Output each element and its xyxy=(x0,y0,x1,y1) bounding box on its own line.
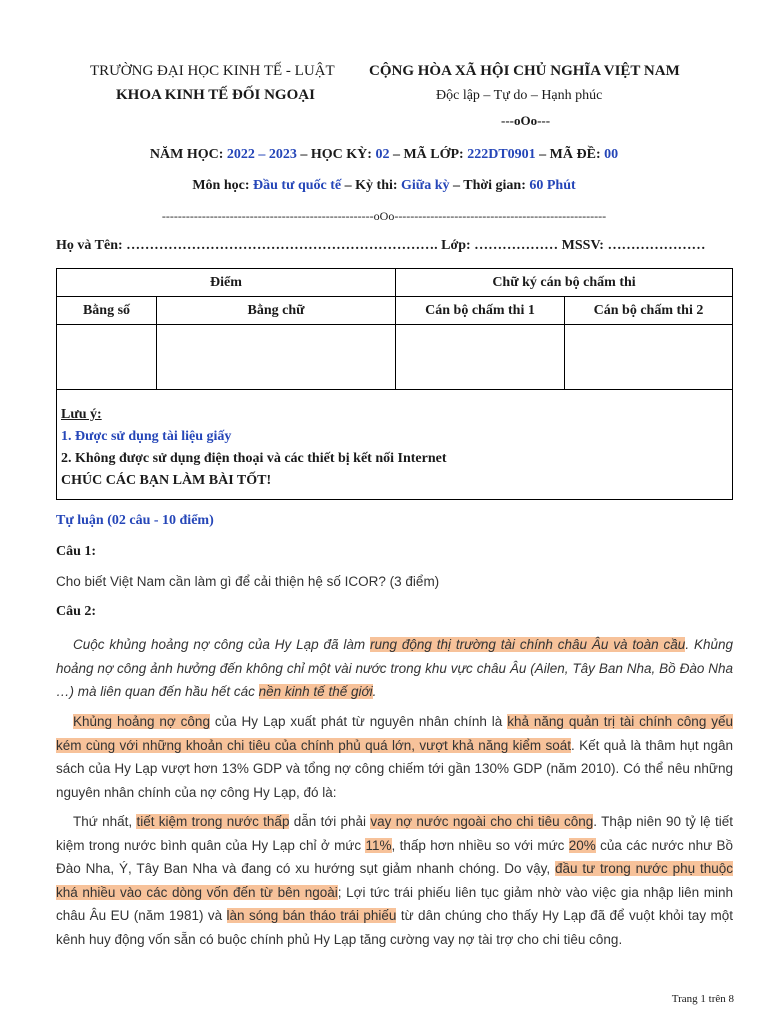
school-name: TRƯỜNG ĐẠI HỌC KINH TẾ - LUẬT xyxy=(90,63,335,79)
subject-line xyxy=(0,178,768,194)
highlighted-text: 11% xyxy=(365,837,392,853)
question-1-label: Câu 1: xyxy=(56,544,97,559)
paragraph-text: dẫn tới phải xyxy=(289,814,371,829)
signature-header: Chữ ký cán bộ chấm thi xyxy=(396,269,733,297)
page-number: Trang 1 trên 8 xyxy=(671,993,734,1005)
paragraph-text: . Khủng hoảng nợ công ảnh hưởng đến không chỉ một vài nước trong khu vực châu Âu (Ailen, Tây Ban Nha, Bồ Đào Nha …) mà liên quan đến hầu hết các xyxy=(56,637,733,699)
highlighted-text: rung động thị trường tài chính châu Âu và toàn cầu xyxy=(370,637,686,652)
paragraph-text: từ dân chúng cho thấy Hy Lạp đã để vuột khỏi tay một kênh huy động vốn sẵn có buộc chính phủ Hy Lạp tăng cường vay nợ tài trợ cho chi tiêu công. xyxy=(56,908,733,947)
paragraph-text: , thấp hơn nhiều so với mức xyxy=(391,837,569,853)
exam-code: 00 xyxy=(604,147,619,162)
score-table xyxy=(56,268,733,500)
semester-label: – HỌC KỲ: xyxy=(296,147,376,162)
note-item-1: 1. Được sử dụng tài liệu giấy xyxy=(61,429,232,444)
student-info-line: Họ và Tên: …………………………………………………………. Lớp: ……………… MSSV: ………………… xyxy=(56,238,706,253)
notes-box xyxy=(57,390,733,500)
exam-kind-label: – Kỳ thi: xyxy=(341,178,402,193)
semester: 02 xyxy=(375,147,390,162)
question-1-text: Cho biết Việt Nam cần làm gì để cải thiện hệ số ICOR? (3 điểm) xyxy=(56,574,440,589)
grader2-header: Cán bộ chấm thi 2 xyxy=(565,297,733,325)
section-title: Tự luận (02 câu - 10 điểm) xyxy=(56,513,214,528)
paragraph-text: của Hy Lạp xuất phát từ nguyên nhân chính là xyxy=(209,714,508,729)
duration: 60 Phút xyxy=(529,178,576,193)
score-header: Điểm xyxy=(57,269,396,297)
paragraph-text: . Thập niên 90 tỷ lệ tiết kiệm trong nước bình quân của Hy Lạp chỉ ở mức xyxy=(56,814,733,853)
highlighted-text: làn sóng bán tháo trái phiếu xyxy=(226,908,397,923)
grader1-header: Cán bộ chấm thi 1 xyxy=(396,297,565,325)
paragraph-text: của các nước như Bồ Đào Nha, Ý, Tây Ban Nha và đang có xu hướng sụt giảm nhanh chóng. Do vậy, xyxy=(56,837,733,876)
highlighted-text: nền kinh tế thế giới xyxy=(258,684,373,699)
score-number-cell[interactable] xyxy=(57,325,157,390)
highlighted-text: Khủng hoảng nợ công xyxy=(73,714,210,729)
highlighted-text: vay nợ nước ngoài cho chi tiêu công xyxy=(370,814,594,829)
duration-label: – Thời gian: xyxy=(449,178,530,193)
grader1-signature-cell[interactable] xyxy=(396,325,565,390)
paragraph-text: Thứ nhất, xyxy=(73,814,137,829)
highlighted-text: khả năng quản trị tài chính công yếu kém cùng với những khoản chi tiêu của chính phủ quá lớn, vượt khả năng kiểm soát xyxy=(56,714,734,753)
highlighted-text: đầu tư trong nước phụ thuộc khá nhiều vào các dòng vốn đến từ bên ngoài xyxy=(56,861,733,900)
score-words-cell[interactable] xyxy=(157,325,396,390)
paragraph-text: Cuộc khủng hoảng nợ công của Hy Lạp đã làm xyxy=(73,637,370,652)
highlighted-text: 20% xyxy=(568,837,596,853)
score-by-number-header: Bằng số xyxy=(57,297,157,325)
subject-label: Môn học: xyxy=(192,178,254,193)
class-code: 222DT0901 xyxy=(467,147,536,162)
exam-info-line xyxy=(0,147,768,163)
subject: Đầu tư quốc tế xyxy=(253,178,342,193)
exam-code-label: – MÃ ĐỀ: xyxy=(535,147,605,162)
year-label: NĂM HỌC: xyxy=(149,147,227,162)
question-2-paragraph-1 xyxy=(56,633,733,704)
school-year: 2022 – 2023 xyxy=(226,147,297,162)
republic-title: CỘNG HÒA XÃ HỘI CHỦ NGHĨA VIỆT NAM xyxy=(369,63,680,79)
paragraph-text: . Kết quả là thâm hụt ngân sách của Hy Lạp vượt hơn 13% GDP và tổng nợ công chiếm tới gần 130% GDP (năm 2010). Có thể nêu những nguyên nhân chính của nợ công Hy Lạp, đó là: xyxy=(56,737,733,800)
faculty-name: KHOA KINH TẾ ĐỐI NGOẠI xyxy=(116,87,315,103)
paragraph-text: . xyxy=(372,684,377,699)
highlighted-text: tiết kiệm trong nước thấp xyxy=(136,814,290,829)
question-2-paragraph-2 xyxy=(56,710,733,804)
question-2-label: Câu 2: xyxy=(56,604,97,619)
header-ornament: ---oOo--- xyxy=(501,113,551,128)
score-by-words-header: Bằng chữ xyxy=(157,297,396,325)
note-item-2: 2. Không được sử dụng điện thoại và các thiết bị kết nối Internet xyxy=(61,451,447,466)
national-motto: Độc lập – Tự do – Hạnh phúc xyxy=(436,88,603,103)
section-divider: -----------------------------------------------------oOo----------------------------------------------------- xyxy=(161,209,607,223)
grader2-signature-cell[interactable] xyxy=(565,325,733,390)
paragraph-text: ; Lợi tức trái phiếu liên tục giảm nhờ vào việc gia nhập liên minh châu Âu EU (năm 1981) và xyxy=(56,884,733,923)
class-label: – MÃ LỚP: xyxy=(389,147,468,162)
notes-title: Lưu ý: xyxy=(61,407,102,422)
question-2-paragraph-3 xyxy=(56,810,733,951)
exam-kind: Giữa kỳ xyxy=(401,178,450,193)
good-luck-text: CHÚC CÁC BẠN LÀM BÀI TỐT! xyxy=(61,473,272,488)
